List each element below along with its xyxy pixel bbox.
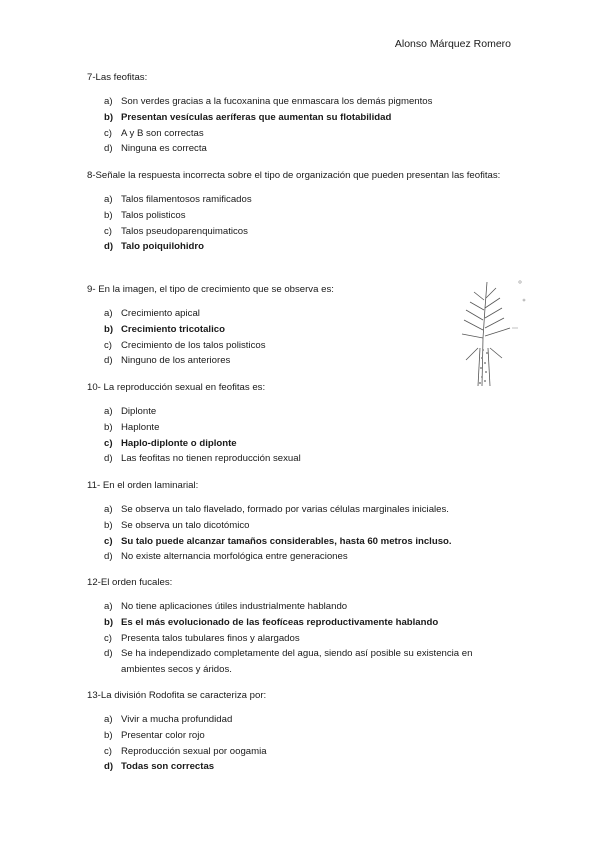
option-c: c) Haplo-diplonte o diplonte <box>104 437 237 449</box>
option-a: a) Crecimiento apical <box>104 308 200 319</box>
question-title: 9- En la imagen, el tipo de crecimiento que se observa es: <box>87 284 334 295</box>
question-title: 10- La reproducción sexual en feofitas es: <box>87 382 266 393</box>
question-title: 7-Las feofitas: <box>87 72 148 83</box>
question-9 <box>87 282 447 369</box>
option-d: d) Ninguna es correcta <box>104 143 207 155</box>
option-a: a) No tiene aplicaciones útiles industrialmente hablando <box>104 601 348 612</box>
options-list <box>87 599 507 678</box>
option-a: a) Diplonte <box>104 406 157 417</box>
author-name: Alonso Márquez Romero <box>394 38 511 50</box>
options-list <box>87 306 447 369</box>
option-b: b) Se observa un talo dicotómico <box>104 519 250 531</box>
options-list <box>87 404 507 467</box>
question-title: 11- En el orden laminarial: <box>87 480 199 491</box>
option-b: b) Presentar color rojo <box>104 729 205 741</box>
option-b: b) Presentan vesículas aeríferas que aumentan su flotabilidad <box>104 111 392 123</box>
option-b: b) Talos polisticos <box>104 209 186 221</box>
question-title: 8-Señale la respuesta incorrecta sobre el tipo de organización que pueden presentan las feofitas: <box>87 170 501 181</box>
option-a: a) Talos filamentosos ramificados <box>104 194 252 205</box>
option-b: b) Crecimiento tricotalico <box>104 323 225 335</box>
options-list <box>87 94 507 157</box>
options-list <box>87 502 507 565</box>
question-8 <box>87 168 507 255</box>
question-title: 12-El orden fucales: <box>87 577 173 588</box>
option-d: d) Se ha independizado completamente del agua, siendo así posible su existencia en ambientes secos y áridos. <box>104 648 473 676</box>
option-a: a) Son verdes gracias a la fucoxanina que enmascara los demás pigmentos <box>104 96 433 107</box>
option-a: a) Vivir a mucha profundidad <box>104 714 233 725</box>
option-c: c) Su talo puede alcanzar tamaños considerables, hasta 60 metros incluso. <box>104 535 452 547</box>
option-d: d) Ninguno de los anteriores <box>104 355 231 367</box>
option-c: c) Talos pseudoparenquimaticos <box>104 225 248 237</box>
question-title: 13-La división Rodofita se caracteriza por: <box>87 690 267 701</box>
option-d: d) No existe alternancia morfológica entre generaciones <box>104 551 348 563</box>
question-7 <box>87 70 507 157</box>
option-d: d) Todas son correctas <box>104 761 215 773</box>
question-12 <box>87 575 507 678</box>
option-a: a) Se observa un talo flavelado, formado por varias células marginales iniciales. <box>104 504 449 515</box>
option-b: b) Haplonte <box>104 421 160 433</box>
option-d: d) Las feofitas no tienen reproducción sexual <box>104 453 301 465</box>
algae-growth-illustration <box>452 278 532 388</box>
option-b: b) Es el más evolucionado de las feofíceas reproductivamente hablando <box>104 616 439 628</box>
option-c: c) Reproducción sexual por oogamia <box>104 745 267 757</box>
options-list <box>87 192 507 255</box>
option-c: c) Crecimiento de los talos polisticos <box>104 339 266 351</box>
option-d: d) Talo poiquilohidro <box>104 241 204 253</box>
option-c: c) Presenta talos tubulares finos y alargados <box>104 632 300 644</box>
question-13 <box>87 688 507 775</box>
question-11 <box>87 478 507 565</box>
options-list <box>87 712 507 775</box>
question-10 <box>87 380 507 467</box>
option-c: c) A y B son correctas <box>104 127 204 139</box>
